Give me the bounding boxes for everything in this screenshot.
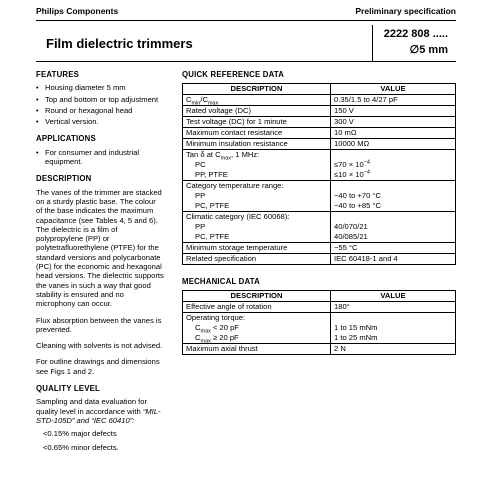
climatic-category-label: Climatic category (IEC 60068): — [183, 212, 331, 223]
table-row — [183, 222, 456, 232]
category-temp-pp-value: −40 to +70 °C — [331, 191, 456, 201]
mechanical-heading: MECHANICAL DATA — [182, 277, 260, 286]
quality-intro — [36, 397, 164, 425]
torque-low-value: 1 to 15 mNm — [331, 323, 456, 333]
climatic-pp-value: 40/070/21 — [331, 222, 456, 232]
list-item: • For consumer and industrial equipment. — [36, 148, 164, 167]
torque-high-value: 1 to 25 mNm — [331, 333, 456, 344]
rated-voltage-label: Rated voltage (DC) — [183, 106, 331, 117]
page-header — [36, 6, 456, 20]
table-row — [183, 212, 456, 223]
table-row — [183, 150, 456, 161]
related-spec-value: IEC 60418-1 and 4 — [331, 254, 456, 265]
quality-level-minor: <0.65% minor defects. — [43, 442, 119, 452]
related-spec-label: Related specification — [183, 254, 331, 265]
table-row — [183, 191, 456, 201]
test-voltage-label: Test voltage (DC) for 1 minute — [183, 117, 331, 128]
rotation-angle-value: 180° — [331, 302, 456, 313]
torque-low-label: $C_{max} < 20$ pF — [183, 323, 331, 333]
column-header-value: VALUE — [331, 84, 456, 95]
column-header-description: DESCRIPTION — [183, 84, 331, 95]
table-row — [183, 344, 456, 355]
list-item: • Vertical version. — [36, 117, 164, 126]
left-column — [36, 70, 164, 456]
torque-label: Operating torque: — [183, 313, 331, 324]
table-row — [183, 181, 456, 192]
description-heading: DESCRIPTION — [36, 174, 92, 184]
document-status: Preliminary specification — [355, 6, 456, 16]
description-paragraph: For outline drawings and dimensions see Figs 1 and 2. — [36, 357, 160, 376]
features-list — [36, 83, 164, 126]
table-row — [183, 254, 456, 265]
list-item: • Top and bottom or top adjustment — [36, 95, 164, 104]
table-header-row — [183, 84, 456, 95]
product-title: Film dielectric trimmers — [46, 36, 193, 51]
table-row — [183, 333, 456, 344]
quick-reference-table — [182, 83, 456, 265]
column-header-description: DESCRIPTION — [183, 291, 331, 302]
list-item: • Housing diameter 5 mm — [36, 83, 164, 92]
description-paragraph: The vanes of the trimmer are stacked on a sturdy plastic base. The colour of the base indicates the maximum capacitance (see Tables 4, 5 and 6). The dielectric is a film of polypropylene (PP) or polytetrafluorethylene (PTFE) for the standard versions and polycarbonate (PC) for the economic and hexagonal head versions. The dielectric supports the vanes in such a way that good stability is ensured and no microphony can occur. — [36, 187, 164, 309]
description-paragraph: Flux absorption between the vanes is prevented. — [36, 315, 162, 334]
header-rule — [36, 20, 456, 21]
table-row — [183, 302, 456, 313]
table-header-row — [183, 291, 456, 302]
contact-resistance-label: Maximum contact resistance — [183, 128, 331, 139]
tan-delta-pp-value: $\le 10 \times 10^{-4}$ — [331, 170, 456, 181]
table-row — [183, 95, 456, 106]
column-header-value: VALUE — [331, 291, 456, 302]
quality-standards: “MIL-STD-105D” and “IEC 60410”: — [36, 406, 161, 425]
table-row — [183, 106, 456, 117]
title-divider — [372, 25, 373, 61]
test-voltage-value: 300 V — [331, 117, 456, 128]
tan-delta-pc-label: PC — [183, 160, 331, 170]
table-row — [183, 128, 456, 139]
climatic-category-empty — [331, 212, 456, 223]
catalogue-number: 2222 808 ..... — [383, 28, 448, 40]
list-item: • Round or hexagonal head — [36, 106, 164, 115]
table-row — [183, 232, 456, 243]
climatic-pp-label: PP — [183, 222, 331, 232]
capacitance-value: 0.35/1.5 to 4/27 pF — [331, 95, 456, 106]
table-row — [183, 139, 456, 150]
right-column — [182, 70, 455, 355]
torque-empty — [331, 313, 456, 324]
storage-temp-label: Minimum storage temperature — [183, 243, 331, 254]
climatic-pc-value: 40/085/21 — [331, 232, 456, 243]
table-row — [183, 313, 456, 324]
torque-high-label: $C_{max} \ge 20$ pF — [183, 333, 331, 344]
title-box — [36, 25, 456, 61]
company-name: Philips Components — [36, 6, 119, 16]
tan-delta-pp-label: PP, PTFE — [183, 170, 331, 181]
axial-thrust-label: Maximum axial thrust — [183, 344, 331, 355]
storage-temp-value: −55 °C — [331, 243, 456, 254]
quality-level-major: <0.15% major defects — [43, 429, 117, 439]
table-row — [183, 117, 456, 128]
quick-reference-heading: QUICK REFERENCE DATA — [182, 70, 285, 79]
title-rule — [36, 61, 456, 62]
quality-heading: QUALITY LEVEL — [36, 384, 100, 394]
capacitance-label: $C_{min}/C_{max}$ — [183, 95, 331, 106]
category-temp-empty — [331, 181, 456, 192]
quality-intro-text: Sampling and data evaluation for quality level in accordance with — [36, 397, 148, 416]
rotation-angle-label: Effective angle of rotation — [183, 302, 331, 313]
table-row — [183, 243, 456, 254]
features-heading: FEATURES — [36, 70, 80, 79]
rated-voltage-value: 150 V — [331, 106, 456, 117]
category-temp-pc-label: PC, PTFE — [183, 201, 331, 212]
tan-delta-empty — [331, 150, 456, 161]
tan-delta-label: Tan δ at $C_{max}$, 1 MHz: — [183, 150, 331, 161]
table-row — [183, 201, 456, 212]
insulation-resistance-value: 10000 MΩ — [331, 139, 456, 150]
contact-resistance-value: 10 mΩ — [331, 128, 456, 139]
axial-thrust-value: 2 N — [331, 344, 456, 355]
description-paragraph: Cleaning with solvents is not advised. — [36, 341, 163, 351]
tan-delta-pc-value: $\le 70 \times 10^{-4}$ — [331, 160, 456, 170]
table-row — [183, 170, 456, 181]
insulation-resistance-label: Minimum insulation resistance — [183, 139, 331, 150]
table-row — [183, 323, 456, 333]
applications-list — [36, 148, 164, 167]
category-temp-pc-value: −40 to +85 °C — [331, 201, 456, 212]
housing-diameter: ∅5 mm — [409, 44, 448, 56]
applications-heading: APPLICATIONS — [36, 134, 96, 144]
category-temp-pp-label: PP — [183, 191, 331, 201]
mechanical-table — [182, 290, 456, 355]
climatic-pc-label: PC, PTFE — [183, 232, 331, 243]
category-temp-label: Category temperature range: — [183, 181, 331, 192]
